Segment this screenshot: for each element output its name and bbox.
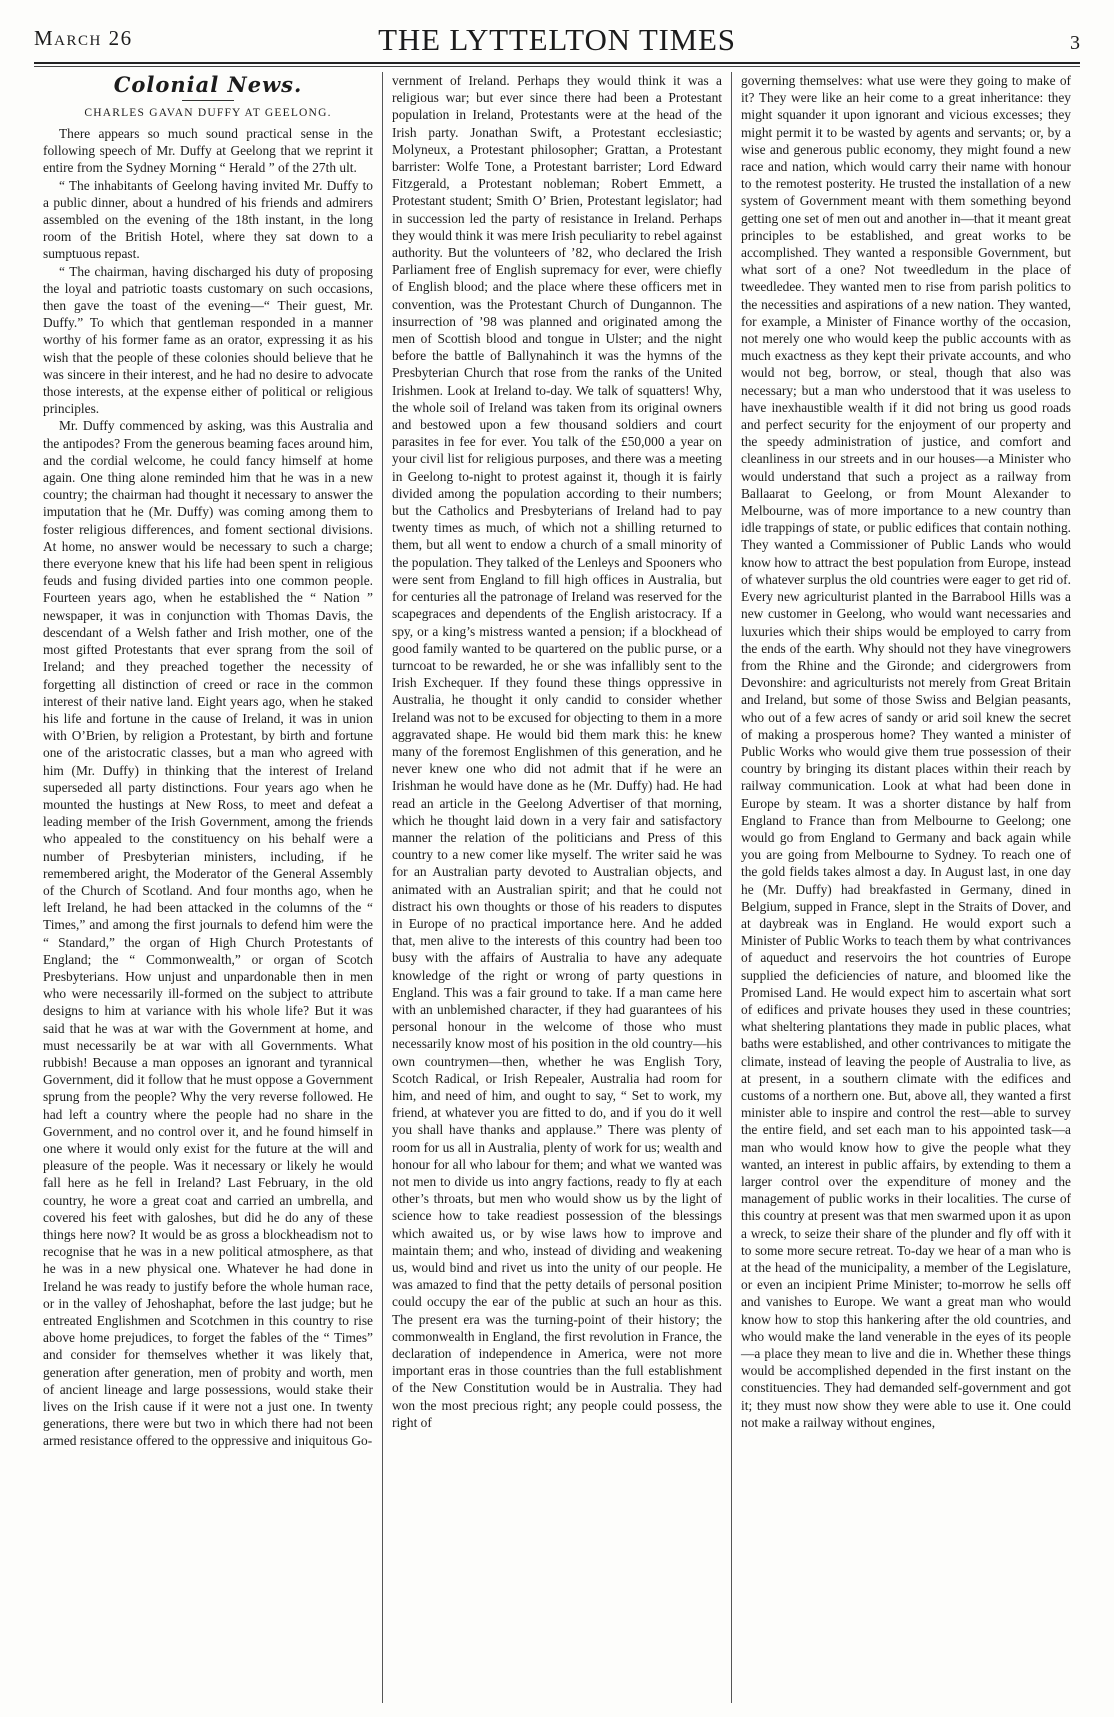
masthead (34, 22, 1080, 62)
masthead-rule-thin (34, 66, 1080, 67)
issue-date: March 26 (34, 26, 133, 50)
paragraph: governing themselves: what use were they going to make of it? They were like an heir come to a great inheritance: they might squander it upon ignorant and vicious excesses; they might permit it to be wasted by agents and servants; or, by a wise and generous public economy, they might found a new race and nation, which would carry their name with honour to the remotest posterity. He trusted the installation of a new system of Government meant with them something beyond getting one set of men out and another in—that it meant great principles to be established, and great works to be accomplished. They wanted a responsible Government, but what sort of a one? Not tweedledum in the place of tweedledee. They wanted men to rise from parish politics to the necessities and aspirations of a new nation. They wanted, for example, a Minister of Finance worthy of the occasion, not merely one who would keep the public accounts with as much exactness as they kept their private accounts, and who would not beg, borrow, or steal, though that also was necessary; but a man who understood that it was useless to have inexhaustible wealth if it did not bring us good roads and perfect security for the enjoyment of our property and the speedy administration of justice, and comfort and cleanliness in our streets and in our houses—a Minister who would understand that such a project as a railway from Ballaarat to Geelong, or from Mount Alexander to Melbourne, was of more importance to a new country than idle trappings of state, or public edifices that contain nothing. They wanted a Commissioner of Public Lands who would know how to attract the best population from Europe, instead of whatever surplus the old countries were eager to get rid of. Every new agriculturist planted in the Barrabool Hills was a new customer in Geelong, who would want necessaries and luxuries which their ships would be employed to carry from the ends of the earth. Why should not they have vinegrowers from the Rhine and the Gironde; and cidergrowers from Devonshire: and agriculturists not merely from Great Britain and Ireland, but some of those Swiss and Belgian peasants, who out of a few acres of sandy or arid soil knew the secret of making a prosperous home? They wanted a minister of Public Works who would give them true possession of their country by bringing its distant places within their reach by railway communication. Look at what had been done in Europe by steam. It was a shorter distance by half from England to France than from Melbourne to Geelong; one would go from England to Germany and back again while you are going from Melbourne to Sydney. To reach one of the gold fields takes almost a day. In August last, in one day he (Mr. Duffy) had breakfasted in Germany, dined in Belgium, supped in France, slept in the Straits of Dover, and at daybreak was in England. He would export such a Minister of Public Works to teach them by what contrivances of aqueduct and reservoirs the hot countries of Europe supplied the deficiencies of nature, and bloomed like the Promised Land. He would expect him to ascertain what sort of edifices and private houses they used in these countries; what sheltering plantations they made in public places, what baths were established, and other contrivances to mitigate the climate, instead of leaving the people of Australia to live, as at present, in a southern climate with the edifices and customs of a northern one. But, above all, they wanted a first minister able to inspire and control the rest—able to survey the entire field, and set each man to his appointed task—a man who would know how to give the people what they wanted, an interest in public affairs, by extending to them a larger control over the expenditure of money and the management of public works in their localities. The curse of this country at present was that men swarmed upon it as upon a wreck, to seize their share of the plunder and fly off with it to some more secure retreat. To-day we hear of a man who is at the head of the municipality, a member of the Legislature, or even an incipient Prime Minister; to-morrow he sells off and vanishes to Europe. We want a great man who would know how to stop this hankering after the old countries, and who would make the land venerable in the eyes of its people—a place they mean to live and die in. Whether these things would be accomplished depended in the first instant on the constituencies. They had demanded self-government and got it; they must now show they were able to use it. One could not make a railway without engines, (741, 73, 1071, 1430)
column-1 (34, 72, 382, 1703)
paragraph: There appears so much sound practical sense in the following speech of Mr. Duffy at Geelong that we reprint it entire from the Sydney Morning “ Herald ” of the 27th ult. (43, 126, 373, 176)
masthead-rule (34, 62, 1080, 64)
section-title: Colonial News. (113, 72, 303, 97)
paragraph: “ The inhabitants of Geelong having invited Mr. Duffy to a public dinner, about a hundred of his friends and admirers assembled on the evening of the 18th instant, in the long room of the British Hotel, where they sat down to a sumptuous repast. (43, 177, 373, 262)
page-number: 3 (1070, 32, 1080, 54)
paragraph: vernment of Ireland. Perhaps they would think it was a religious war; but ever since there had been a Protestant population in Ireland, Protestants were at the head of the Irish party. Jonathan Swift, a Protestant ecclesiastic; Molyneux, a Protestant philosopher; Grattan, a Protestant barrister: Wolfe Tone, a Protestant barrister; Lord Edward Fitzgerald, a Protestant nobleman; Robert Emmett, a Protestant student; Smith O’ Brien, Protestant legislator; had in succession led the party of resistance in Ireland. Perhaps they would think it was mere Irish peculiarity to rebel against authority. But the volunteers of ’82, who declared the Irish Parliament free of English supremacy for ever, were chiefly of English blood; and the place where these officers met in convention, was the Protestant Church of Dungannon. The insurrection of ’98 was planned and originated among the men of Scottish blood and tongue in Ulster; and the night before the battle of Ballynahinch it was the hymns of the Presbyterian Church that rose from the ranks of the United Irishmen. Look at Ireland to-day. We talk of squatters! Why, the whole soil of Ireland was taken from its original owners and bestowed upon a few thousand soldiers and court parasites in fee for ever. You talk of the £50,000 a year on your civil list for religious purposes, and there was a meeting in Geelong to-night to protest against it, though it is fairly divided among the population according to their numbers; but the Catholics and Presbyterians of Ireland had to pay twenty times as much, of which not a shilling returned to them, but all went to endow a church of a small minority of the population. They talked of the Lenleys and Spooners who were sent from England to fill high offices in Australia, but for centuries all the patronage of Ireland was reserved for the scapegraces and dependents of the English aristocracy. If a spy, or a king’s mistress wanted a pension; if a blockhead of good family wanted to be quartered on the public purse, or a turncoat to be rewarded, he or she was infallibly sent to the Irish Exchequer. If they found these things oppressive in Australia, he thought it only candid to consider whether Ireland was not to be excused for objecting to them in a more aggravated shape. He would bid them mark this: he knew many of the foremost Englishmen of this generation, and he never knew one who did not admit that if he were an Irishman he would have done as he (Mr. Duffy) had. He had read an article in the Geelong Advertiser of that morning, which he thought laid down in a very fair and satisfactory manner the relation of the politicians and Press of this country to a new comer like myself. The writer said he was for an Australian party devoted to Australian objects, and animated with an Australian spirit; and that he could not distract his own thoughts or those of his readers to disputes in Europe of no practical importance here. And he added that, men alive to the interests of this country had been too busy with the affairs of Australia to have any adequate knowledge of the right or wrong of party questions in England. This was a fair ground to take. If a man came here with an unblemished character, if they had guarantees of his personal honour in the welcome of those who must necessarily know most of his position in the old country—his own countrymen—then, whether he was English Tory, Scotch Radical, or Irish Repealer, Australia had room for him, and need of him, and ought to say, “ Set to work, my friend, at whatever you are fitted to do, and if you do it well you shall have thanks and applause.” There was plenty of room for us all in Australia, plenty of work for us; wealth and honour for all who labour for them; and what we wanted was not men to divide us into angry factions, ready to fly at each other’s throats, but men who would show us by the light of science how to take readiest possession of the blessings which awaited us, or by wise laws how to improve and maintain them; and who, instead of dividing and weakening us, would bind and rivet us into the unity of our people. He was amazed to find that the petty details of personal position could occupy the ear of the public at such an hour as this. The present era was the turning-point of their history; the commonwealth in England, the first revolution in France, the declaration of independence in America, were not more important eras in those countries than the full establishment of the New Constitution would be in Australia. They had won the most precious right; any people could possess, the right of (392, 73, 722, 1430)
paragraph: Mr. Duffy commenced by asking, was this Australia and the antipodes? From the generous beaming faces around him, and the cordial welcome, he could fancy himself at home again. One thing alone reminded him that he was in a new country; the chairman had thought it necessary to answer the imputation that he (Mr. Duffy) was coming among them to foster religious differences, and foment sectional divisions. At home, no answer would be necessary to such a charge; there everyone knew that his life had been spent in religious feuds and fusing divided parties into one common people. Fourteen years ago, when he established the “ Nation ” newspaper, it was in conjunction with Thomas Davis, the descendant of a Welsh father and Irish mother, one of the most gifted Protestants that ever sprang from the soil of Ireland; and they preached together the necessity of forgetting all distinction of creed or race in the common interest of their native land. Eight years ago, when he staked his life and fortune in the cause of Ireland, it was in union with O’Brien, by religion a Protestant, by birth and fortune one of the aristocratic classes, but a man who agreed with him (Mr. Duffy) in thinking that the interest of Ireland superseded all party distinctions. Four years ago when he mounted the hustings at New Ross, to meet and defeat a leading member of the Irish Government, among the friends who appealed to the constituency on his behalf were a number of Presbyterian ministers, including, if he remembered aright, the Moderator of the General Assembly of the Church of Scotland. And four months ago, when he left Ireland, he had been attacked in the columns of the “ Times,” and among the first journals to defend him were the “ Standard,” the organ of High Church Protestants of England; the “ Commonwealth,” or organ of Scotch Presbyterians. How unjust and unpardonable then in men who were necessarily ill-formed on the subject to attribute designs to him at variance with his whole life? But it was said that he was at war with the Government at home, and must necessarily be at war with all Governments. What rubbish! Because a man opposes an ignorant and tyrannical Government, did it follow that he must oppose a Government sprung from the people? Why the very reverse followed. He had left a country where the people had no share in the Government, and no control over it, and he found himself in one where it would only exist for the future at the will and pleasure of the people. Was it necessary or likely he would fall here as he fell in Ireland? Last February, in the old country, he wore a great coat and carried an umbrella, and covered his feet with galoshes, but did he do any of these things here now? It would be as gross a blockheadism not to recognise that he was in a new political atmosphere, as that he was in a new physical one. Whatever he had done in Ireland he was ready to justify before the whole human race, or in the valley of Jehoshaphat, before the last judge; but he entreated Englishmen and Scotchmen in this country to rise above home prejudices, to forget the fables of the “ Times” and consider for themselves whether it was likely that, generation after generation, men of probity and worth, men of ancient lineage and large possessions, would stake their lives on the Irish cause if it were not a just one. In twenty generations, there were but two in which there had not been armed resistance offered to the oppressive and iniquitous Go- (43, 418, 373, 1449)
article-columns (34, 72, 1080, 1703)
paragraph: “ The chairman, having discharged his duty of proposing the loyal and patriotic toasts customary on such occasions, then gave the toast of the evening—“ Their guest, Mr. Duffy.” To which that gentleman responded in a manner worthy of his former fame as an orator, expressing it as his wish that the people of these colonies should believe that he was sincere in their interest, and he had no desire to advocate those interests, at the expense either of political or religious principles. (43, 263, 373, 417)
article-headline: CHARLES GAVAN DUFFY AT GEELONG. (84, 107, 332, 119)
column-2 (382, 72, 731, 1703)
section-divider (182, 100, 234, 101)
newspaper-title: THE LYTTELTON TIMES (378, 22, 736, 57)
column-3 (731, 72, 1080, 1703)
